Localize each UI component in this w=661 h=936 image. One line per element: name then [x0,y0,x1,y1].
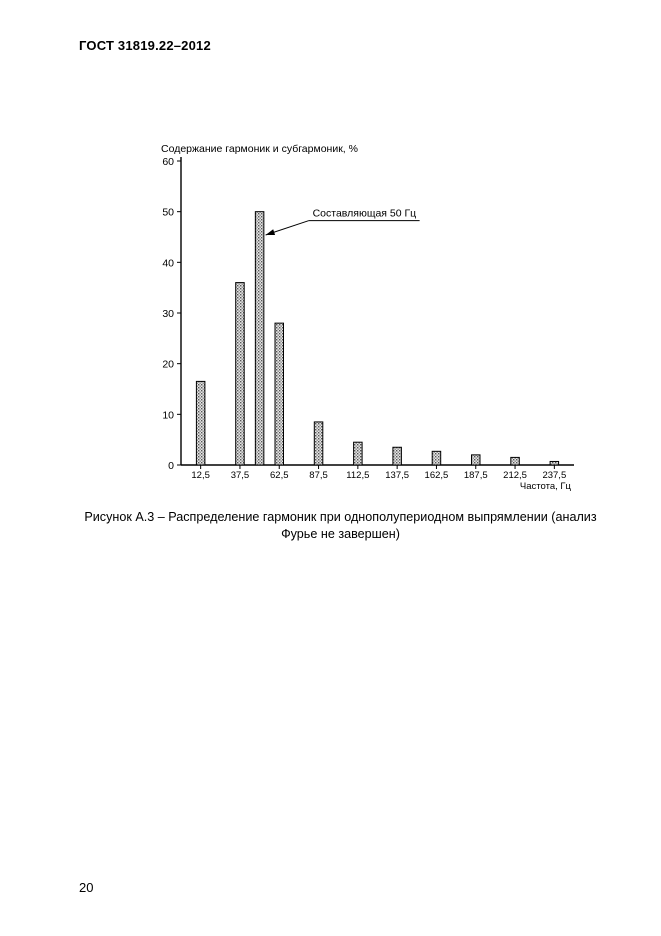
document-code: ГОСТ 31819.22–2012 [79,38,211,53]
y-tick-label: 30 [162,308,174,320]
bar [472,455,481,465]
bar [354,442,363,465]
bar [196,381,205,465]
x-tick-label: 62,5 [270,470,289,481]
y-axis-label: Содержание гармоник и субгармоник, % [161,143,358,155]
bar [314,422,323,465]
x-tick-label: 187,5 [463,470,488,481]
x-tick-label: 112,5 [346,470,370,481]
y-tick-label: 0 [168,460,174,472]
x-tick-label: 12,5 [191,470,210,481]
y-tick-label: 20 [162,358,174,371]
x-tick-label: 87,5 [309,470,328,481]
caption-line-2: Фурье не завершен) [281,527,400,541]
annotation-arrowhead [266,229,275,235]
x-tick-label: 212,5 [503,470,527,481]
x-tick-label: 162,5 [424,470,449,481]
x-tick-label: 137,5 [385,470,410,481]
bar [236,283,245,465]
bar [511,457,520,465]
annotation-label: Составляющая 50 Гц [312,207,417,220]
y-tick-label: 60 [162,156,174,168]
page-number: 20 [79,880,94,895]
y-tick-label: 10 [162,409,174,422]
x-tick-label: 37,5 [230,470,250,481]
bar [275,323,284,465]
figure-caption [70,509,611,543]
y-tick-label: 40 [162,257,174,270]
y-tick-label: 50 [162,206,174,219]
bar [550,461,559,465]
x-axis-label: Частота, Гц [519,481,571,492]
bar [432,451,441,465]
bar [255,212,264,465]
caption-line-1: Рисунок А.3 – Распределение гармоник при однополупериодном выпрямлении (анализ [84,510,597,524]
bar [393,447,402,465]
x-tick-label: 237,5 [542,470,567,481]
